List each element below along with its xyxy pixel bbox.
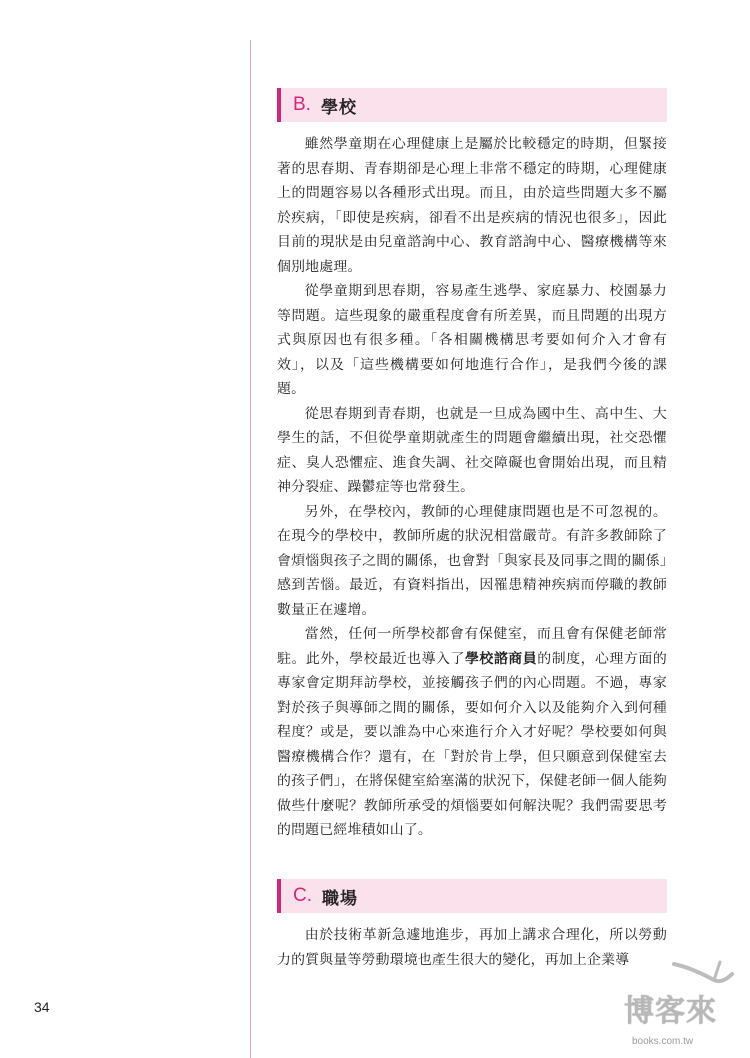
section-title: 學校 [320,97,357,118]
watermark [618,958,742,1054]
paragraph: 由於技術革新急遽地進步，再加上講求合理化，所以勞動力的質與量等勞動環境也產生很大的變化，再加上企業導 [277,927,667,968]
watermark-text: 博客來 [624,994,717,1029]
section-title: 職場 [322,888,358,909]
paragraph: 雖然學童期在心理健康上是屬於比較穩定的時期，但緊接著的思春期、青春期卻是心理上非常不穩定的時期，心理健康上的問題容易以各種形式出現。而且，由於這些問題大多不屬於疾病，「即使是疾病，卻看不出是疾病的情況也很多」，因此目前的現狀是由兒童諮詢中心、教育諮詢中心、醫療機構等來個別地處理。 [277,136,667,275]
paragraph: 另外，在學校內，教師的心理健康問題也是不可忽視的。在現今的學校中，教師所處的狀況相當嚴苛。有許多教師除了會煩惱與孩子之間的關係，也會對「與家長及同事之間的關係」感到苦惱。最近，有資料指出，因罹患精神疾病而停職的教師數量正在遽增。 [277,503,667,618]
section-letter: B. [293,94,311,115]
section-letter: C. [293,885,312,906]
section-heading-c [277,879,667,913]
paragraph: 從學童期到思春期，容易產生逃學、家庭暴力、校園暴力等問題。這些現象的嚴重程度會有所差異，而且問題的出現方式與原因也有很多種。「各相關機構思考要如何介入才會有效」，以及「這些機構要如何地進行合作」，是我們今後的課題。 [277,283,667,397]
section-heading-b [277,88,667,122]
page-number: 34 [34,999,50,1015]
section-workplace [277,879,667,972]
margin-rule [250,40,251,1058]
watermark-url: books.com.tw [632,1036,694,1047]
section-school [277,88,667,843]
paragraph: 當然，任何一所學校都會有保健室，而且會有保健老師常駐。此外，學校最近也導入了學校諮商員的制度，心理方面的專家會定期拜訪學校，並接觸孩子們的內心問題。不過，專家對於孩子與導師之間的關係，要如何介入以及能夠介入到何種程度？或是，要以誰為中心來進行介入才好呢？學校要如何與醫療機構合作？還有，在「對於肯上學，但只願意到保健室去的孩子們」，在將保健室給塞滿的狀況下，保健老師一個人能夠做些什麼呢？教師所承受的煩惱要如何解決呢？我們需要思考的問題已經堆積如山了。 [277,626,667,838]
bold-term: 學校諮商員 [464,650,538,667]
paragraph: 從思春期到青春期，也就是一旦成為國中生、高中生、大學生的話，不但從學童期就產生的問題會繼續出現，社交恐懼症、臭人恐懼症、進食失調、社交障礙也會開始出現，而且精神分裂症、躁鬱症等也常發生。 [277,405,667,495]
